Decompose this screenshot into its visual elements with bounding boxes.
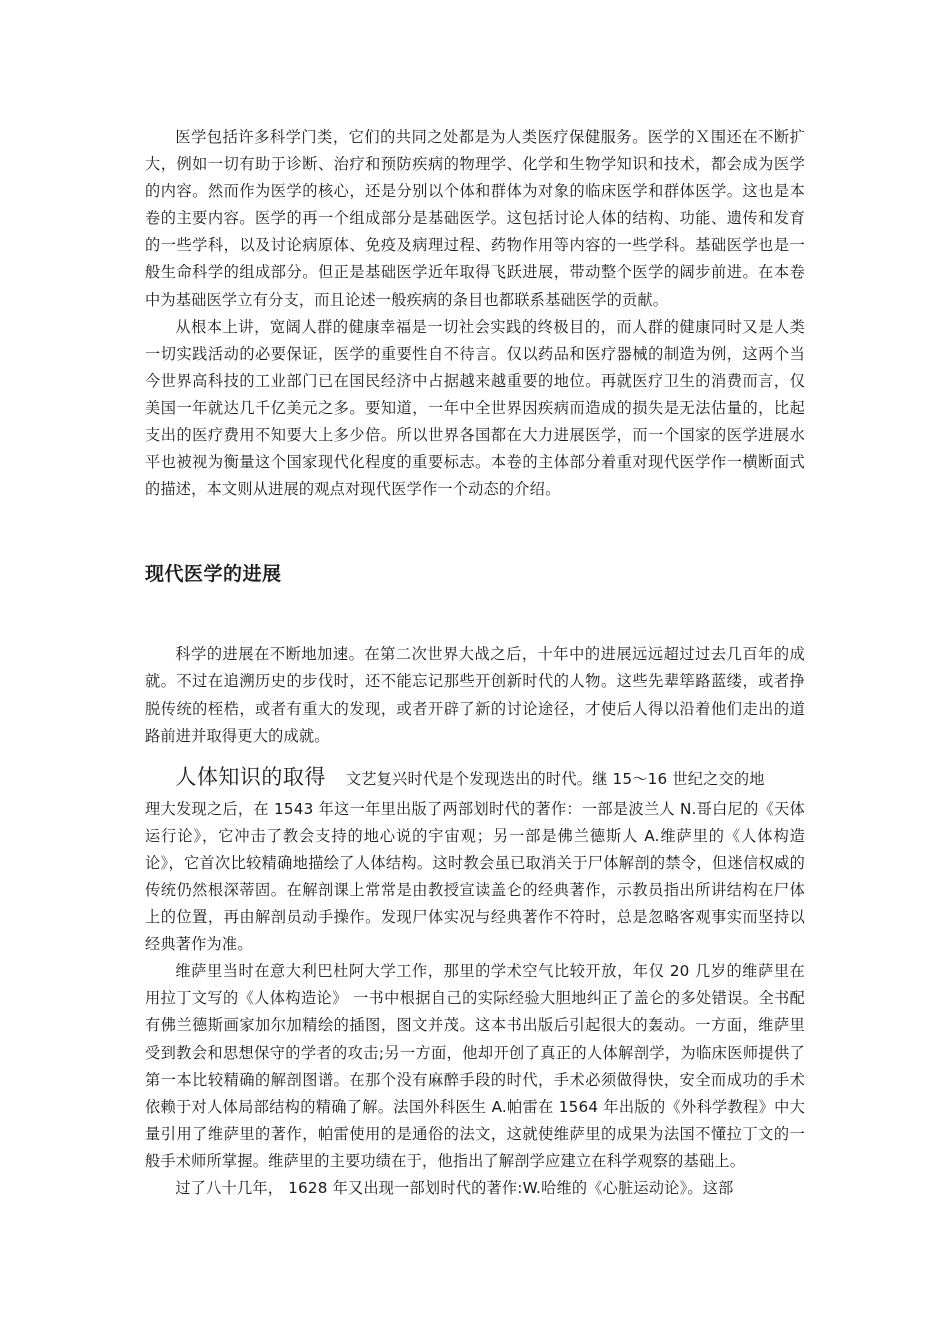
- subsection-title: 人体知识的取得: [175, 764, 326, 789]
- section-paragraph: 科学的进展在不断地加速。在第二次世界大战之后，十年中的进展远远超过过去几百年的成就。不过在追溯历史的步伐时，还不能忘记那些开创新时代的人物。这些先辈筚路蓝缕，或者挣脱传统的桎梏，或者有重大的发现，或者开辟了新的讨论途径，才使后人得以沿着他们走出的道路前进并取得更大的成就。: [145, 645, 805, 745]
- section-paragraph: 过了八十几年， 1628 年又出现一部划时代的著作:W.哈维的《心脏运动论》。这部: [175, 1179, 734, 1197]
- spacer: [145, 589, 805, 641]
- subsection-lead-text: 文艺复兴时代是个发现迭出的时代。继 15～16 世纪之交的地: [345, 769, 765, 788]
- subsection-lead-line: [145, 760, 805, 796]
- section-heading: 现代医学的进展: [145, 563, 282, 586]
- intro-paragraph: 从根本上讲，宽阔人群的健康幸福是一切社会实践的终极目的，而人群的健康同时又是人类一切实践活动的必要保证，医学的重要性自不待言。仅以药品和医疗器械的制造为例，这两个当今世界高科技的工业部门已在国民经济中占据越来越重要的地位。再就医疗卫生的消费而言，仅美国一年就达几千亿美元之多。要知道，一年中全世界因疾病而造成的损失是无法估量的，比起支出的医疗费用不知要大上多少倍。所以世界各国都在大力进展医学，而一个国家的医学进展水平也被视为衡量这个国家现代化程度的重要标志。本卷的主体部分着重对现代医学作一横断面式的描述，本文则从进展的观点对现代医学作一个动态的介绍。: [145, 317, 805, 499]
- document-page: [145, 124, 805, 1202]
- intro-paragraph: 医学包括许多科学门类，它们的共同之处都是为人类医疗保健服务。医学的Ｘ围还在不断扩大，例如一切有助于诊断、治疗和预防疾病的物理学、化学和生物学知识和技术，都会成为医学的内容。然而作为医学的核心，还是分别以个体和群体为对象的临床医学和群体医学。这也是本卷的主要内容。医学的再一个组成部分是基础医学。这包括讨论人体的结构、功能、遗传和发育的一些学科，以及讨论病原体、免疫及病理过程、药物作用等内容的一些学科。基础医学也是一般生命科学的组成部分。但正是基础医学近年取得飞跃进展，带动整个医学的阔步前进。在本卷中为基础医学立有分支，而且论述一般疾病的条目也都联系基础医学的贡献。: [145, 128, 805, 309]
- subsection-paragraph: 理大发现之后，在 1543 年这一年里出版了两部划时代的著作：一部是波兰人 N.哥白尼的《天体运行论》，它冲击了教会支持的地心说的宇宙观；另一部是佛兰德斯人 A.维萨里的《人体构造论》，它首次比较精确地描绘了人体结构。这时教会虽已取消关于尸体解剖的禁令，但迷信权威的传统仍然根深蒂固。在解剖课上常常是由教授宣读盖仑的经典著作，示教员指出所讲结构在尸体上的位置，再由解剖员动手操作。发现尸体实况与经典著作不符时，总是忽略客观事实而坚持以经典著作为准。: [145, 799, 805, 954]
- section-paragraph: 维萨里当时在意大利巴杜阿大学工作，那里的学术空气比较开放，年仅 20 几岁的维萨里在用拉丁文写的《人体构造论》 一书中根据自己的实际经验大胆地纠正了盖仑的多处错误。全书配有佛兰德斯画家加尔加精绘的插图，图文并茂。这本书出版后引起很大的轰动。一方面，维萨里受到教会和思想保守的学者的攻击;另一方面，他却开创了真正的人体解剖学，为临床医师提供了第一本比较精确的解剖图谱。在那个没有麻醉手段的时代，手术必须做得快，安全而成功的手术依赖于对人体局部结构的精确了解。法国外科医生 A.帕雷在 1564 年出版的《外科学教程》中大量引用了维萨里的著作，帕雷使用的是通俗的法文，这就使维萨里的成果为法国不懂拉丁文的一般手术师所掌握。维萨里的主要功绩在于，他指出了解剖学应建立在科学观察的基础上。: [145, 962, 805, 1170]
